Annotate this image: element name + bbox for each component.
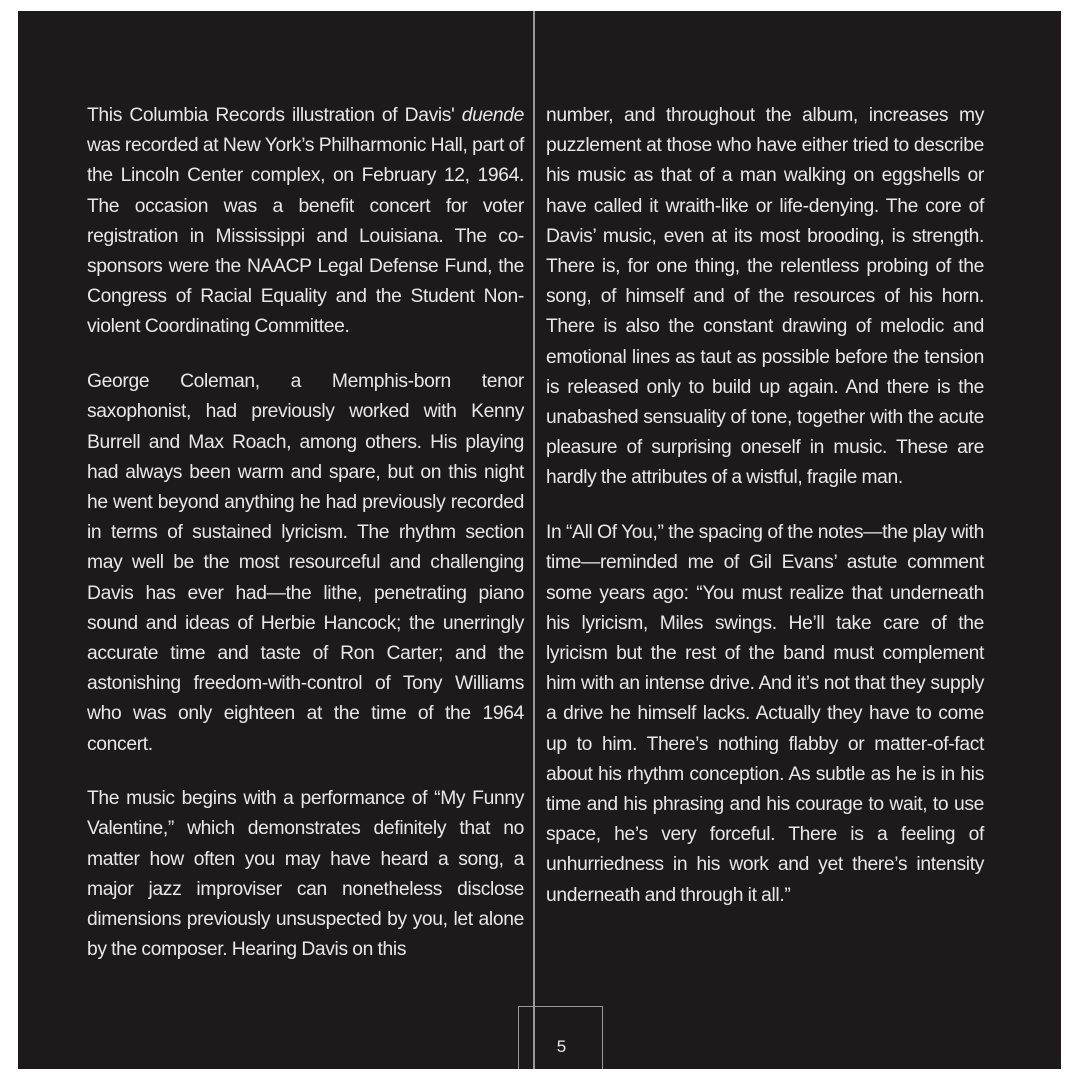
- right-paragraph-2: In “All Of You,” the spacing of the notes—the play with time—reminded me of Gil Evans’ astute comment some years ago: “You must realize that underneath his lyricism, Miles swings. He’ll take care of the lyricism but the rest of the band must complement him with an intense drive. And it’s not that they supply a drive he himself lacks. Actually they have to come up to him. There’s nothing flabby or matter-of-fact about his rhythm conception. As subtle as he is in his time and his phrasing and his courage to wait, to use space, he’s very forceful. There is a feeling of unhurriedness in his work and yet there’s intensity underneath and through it all.”: [546, 522, 984, 906]
- left-paragraph-1: [87, 101, 524, 343]
- italic-word-duende: duende: [461, 105, 524, 126]
- booklet-page: [18, 11, 1061, 1069]
- left-paragraph-1-text-a: This Columbia Records illustration of Davis': [87, 105, 462, 126]
- center-fold-line: [533, 11, 535, 1069]
- right-paragraph-1: number, and throughout the album, increases my puzzlement at those who have either tried to describe his music as that of a man walking on eggshells or have called it wraith-like or life-denying. The core of Davis’ music, even at its most brooding, is strength. There is, for one thing, the relentless probing of the song, of himself and of the resources of his horn. There is also the constant drawing of melodic and emotional lines as taut as possible before the tension is released only to build up again. And there is the unabashed sensuality of tone, together with the acute pleasure of surprising oneself in music. These are hardly the attributes of a wistful, fragile man.: [546, 105, 984, 489]
- left-paragraph-3: The music begins with a performance of “My Funny Valentine,” which demonstrates definitely that no matter how often you may have heard a song, a major jazz improviser can nonetheless disclose dimensions previously unsuspected by you, let alone by the composer. Hearing Davis on this: [87, 788, 524, 961]
- page-number: 5: [556, 1037, 567, 1056]
- left-paragraph-2: George Coleman, a Memphis-born tenor saxophonist, had previously worked with Kenny Burrell and Max Roach, among others. His playing had always been warm and spare, but on this night he went beyond anything he had previously recorded in terms of sustained lyricism. The rhythm section may well be the most resourceful and challenging Davis has ever had—the lithe, penetrating piano sound and ideas of Herbie Hancock; the unerringly accurate time and taste of Ron Carter; and the astonishing freedom-with-control of Tony Williams who was only eighteen at the time of the 1964 concert.: [87, 371, 524, 755]
- page-number-box: [518, 1006, 603, 1069]
- left-text-column: [87, 101, 524, 990]
- right-text-column: [546, 101, 984, 935]
- left-paragraph-1-text-b: was recorded at New York’s Philharmonic Hall, part of the Lincoln Center complex, on February 12, 1964. The occasion was a benefit concert for voter registration in Mississippi and Louisiana. The co-sponsors were the NAACP Legal Defense Fund, the Congress of Racial Equality and the Student Non-violent Coordinating Committee.: [87, 135, 524, 338]
